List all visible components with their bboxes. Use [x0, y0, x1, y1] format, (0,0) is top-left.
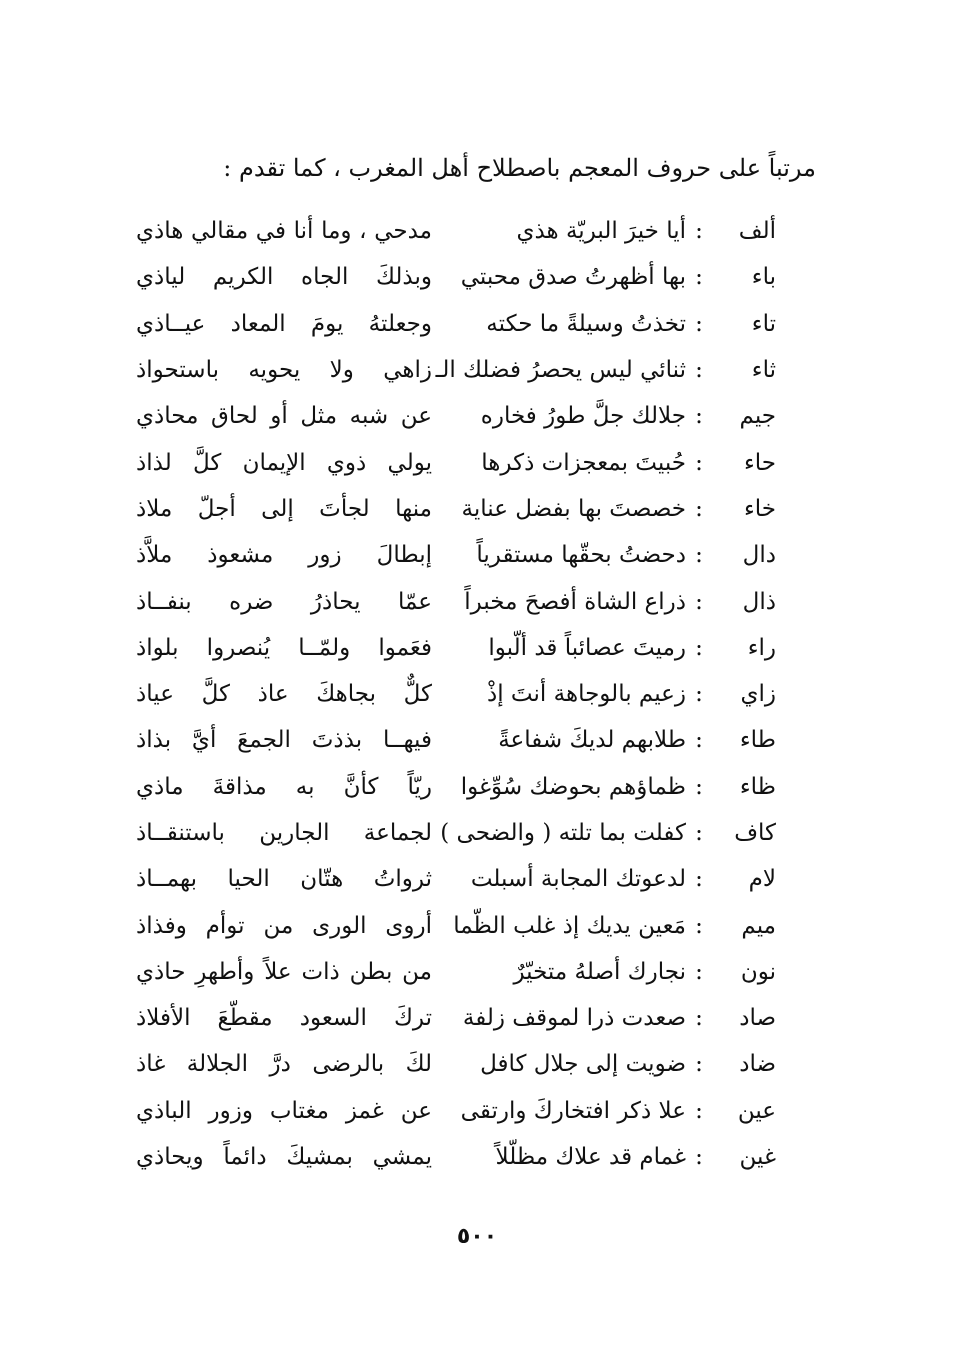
verse-row [136, 995, 776, 1041]
verse-first-hemistich: بها أظهرتُ صدق محبتي [460, 264, 686, 291]
verse-letter: تاء [751, 310, 776, 337]
verse-second-hemistich: عن شبه مثل أو لحاق محاذي [136, 403, 432, 430]
verse-first-hemistich: علا ذكر افتخاركَ وارتقى [460, 1097, 686, 1124]
verse-second-hemistich: إبطالَ زور مشعوذ ملاَّذ [136, 542, 432, 569]
verse-row [136, 764, 776, 810]
verse-separator: : [695, 449, 703, 476]
verse-first-hemistich: نجارك أصلهُ متخيّرٌ [513, 958, 686, 985]
verse-letter: ثاء [751, 357, 776, 384]
verse-letter: خاء [743, 495, 776, 522]
verse-separator: : [695, 727, 703, 754]
verse-row [136, 902, 776, 948]
verse-row [136, 1088, 776, 1134]
verse-separator: : [695, 1051, 703, 1078]
verse-first-hemistich: خصصتَ بها بفضل عناية [461, 495, 686, 522]
verse-separator: : [695, 1144, 703, 1171]
verse-first-hemistich: حُبيتَ بمعجزات ذكرها [481, 449, 686, 476]
verse-row [136, 671, 776, 717]
verse-row [136, 1134, 776, 1180]
verse-letter: كاف [734, 820, 776, 846]
verse-first-hemistich: أيا خيرَ البريّة هذي [516, 218, 686, 245]
verse-separator: : [695, 310, 703, 337]
verse-separator: : [695, 218, 703, 245]
verse-first-hemistich: غمام قد علاك مظلّلاً [495, 1144, 686, 1171]
verse-letter: راء [747, 634, 776, 661]
verse-row [136, 347, 776, 393]
verse-letter: ضاد [739, 1051, 776, 1078]
verse-row [136, 578, 776, 624]
verse-second-hemistich: يولي ذوي الإيمان كلَّ لذاذ [136, 449, 432, 476]
verse-letter: زاي [740, 681, 776, 708]
verse-separator: : [695, 1097, 703, 1124]
verse-row [136, 393, 776, 439]
verse-second-hemistich: عن غمز مغتاب وزور الباذي [136, 1097, 432, 1124]
verse-first-hemistich: ذراع الشاة أفصحَ مخبراً [464, 588, 686, 615]
verse-first-hemistich: كفلت بما تلته ( والضحى ) [440, 820, 686, 846]
verse-letter: باء [751, 264, 776, 291]
verse-second-hemistich: ثرواتُ هتّان الحيا بهمــاذ [136, 866, 432, 893]
verse-second-hemistich: من بطن ذات علاً وأطهرِ حاذي [136, 958, 432, 985]
verse-second-hemistich: وجعلتهُ يومَ المعاد عيــاذي [136, 310, 432, 337]
verse-separator: : [695, 958, 703, 985]
verse-separator: : [695, 912, 703, 939]
verse-letter: جيم [739, 403, 776, 430]
verse-second-hemistich: تركَ السعود مقطّعَ الأفلاذ [136, 1005, 432, 1032]
verse-row [136, 486, 776, 532]
verse-first-hemistich: ظماؤهم بحوضك سُوِّغوا [460, 773, 686, 800]
verse-row [136, 625, 776, 671]
verse-letter: غين [739, 1144, 776, 1171]
verse-letter: لام [748, 866, 776, 893]
verse-second-hemistich: لجماعة الجارين باستنقــاذ [136, 820, 432, 846]
verse-row [136, 439, 776, 485]
verse-separator: : [695, 634, 703, 661]
verse-row [136, 856, 776, 902]
verse-first-hemistich: صعدت ذرا لموقف زلفة [462, 1005, 686, 1032]
verse-separator: : [695, 866, 703, 893]
verse-first-hemistich: جلالك جلَّ طورُ فخاره [480, 403, 686, 430]
verse-separator: : [695, 681, 703, 708]
verse-separator: : [695, 773, 703, 800]
verse-second-hemistich: مدحي ، وما أنا في مقالي هاذي [136, 218, 432, 245]
verse-row [136, 532, 776, 578]
verse-first-hemistich: ضويت إلى جلال كافل [480, 1051, 686, 1078]
verse-letter: ميم [741, 912, 776, 939]
verse-second-hemistich: ريّاً كأنَّ به مذاقةَ ماذي [136, 773, 432, 800]
verse-first-hemistich: تخذتُ وسيلةً ما حكته [486, 310, 686, 337]
verse-first-hemistich: ثنائي ليس يحصرُ فضلك الـ [435, 357, 686, 384]
verse-letter: عين [737, 1097, 776, 1124]
verse-separator: : [695, 542, 703, 569]
verse-second-hemistich: أروى الورى من توأم وفذاذ [136, 912, 432, 939]
verse-row [136, 810, 776, 856]
verse-separator: : [695, 495, 703, 522]
verse-separator: : [695, 588, 703, 615]
verse-first-hemistich: زعيم بالوجاهة أنتَ إذْ [486, 681, 686, 708]
verse-letter: طاء [739, 727, 776, 754]
verse-letter: دال [742, 542, 776, 569]
verse-second-hemistich: زاهي ولا يحويه باستحواذ [136, 357, 432, 384]
verse-separator: : [695, 264, 703, 291]
verse-letter: حاء [743, 449, 776, 476]
verse-second-hemistich: عمّا يحاذرُ ضره بنفــاذ [136, 588, 432, 615]
intro-line: مرتباً على حروف المعجم باصطلاح أهل المغرب ، كما تقدم : [223, 154, 816, 182]
verse-row [136, 717, 776, 763]
verse-second-hemistich: لكَ بالرضى درَّ الجلالة غاذ [136, 1051, 432, 1078]
verse-separator: : [695, 403, 703, 430]
verse-second-hemistich: فعَموا ولمّــا يُنصروا بلواذ [136, 634, 432, 661]
verse-letter: نون [740, 958, 776, 985]
verse-row [136, 301, 776, 347]
verse-second-hemistich: كلٌّ بجاهكَ عاذ كلَّ عياذ [136, 681, 432, 708]
verse-second-hemistich: فيهــا بذذتَ الجمعَ أيَّ بذاذ [136, 727, 432, 754]
verse-second-hemistich: وبذلكَ الجاه الكريم لياذي [136, 264, 432, 291]
verse-first-hemistich: طلابهم لديكَ شفاعةً [498, 727, 686, 754]
verse-first-hemistich: رميتَ عصائباً قد ألّبوا [488, 634, 686, 661]
verse-separator: : [695, 1005, 703, 1032]
verse-row [136, 254, 776, 300]
verse-second-hemistich: منها لجأتَ إلى أجلّ ملاذ [136, 495, 432, 522]
verse-letter: ذال [742, 588, 776, 615]
verse-letter: ألف [738, 218, 776, 245]
verse-letter: ظاء [739, 773, 776, 800]
verse-first-hemistich: مَعين يديك إذ غلب الظّما [453, 912, 686, 939]
verse-letter: صاد [739, 1005, 776, 1032]
verse-list [136, 208, 776, 1180]
verse-row [136, 1041, 776, 1087]
verse-first-hemistich: لدعوتك المجابة أسبلت [470, 866, 686, 893]
verse-row [136, 208, 776, 254]
verse-separator: : [695, 357, 703, 384]
verse-first-hemistich: دحضتُ بحقّها مستقرياً [476, 542, 686, 569]
page-number: ٥٠٠ [456, 1224, 498, 1249]
verse-second-hemistich: يمشي بمشيكَ دائماً ويحاذي [136, 1144, 432, 1171]
verse-separator: : [695, 820, 703, 846]
verse-row [136, 949, 776, 995]
